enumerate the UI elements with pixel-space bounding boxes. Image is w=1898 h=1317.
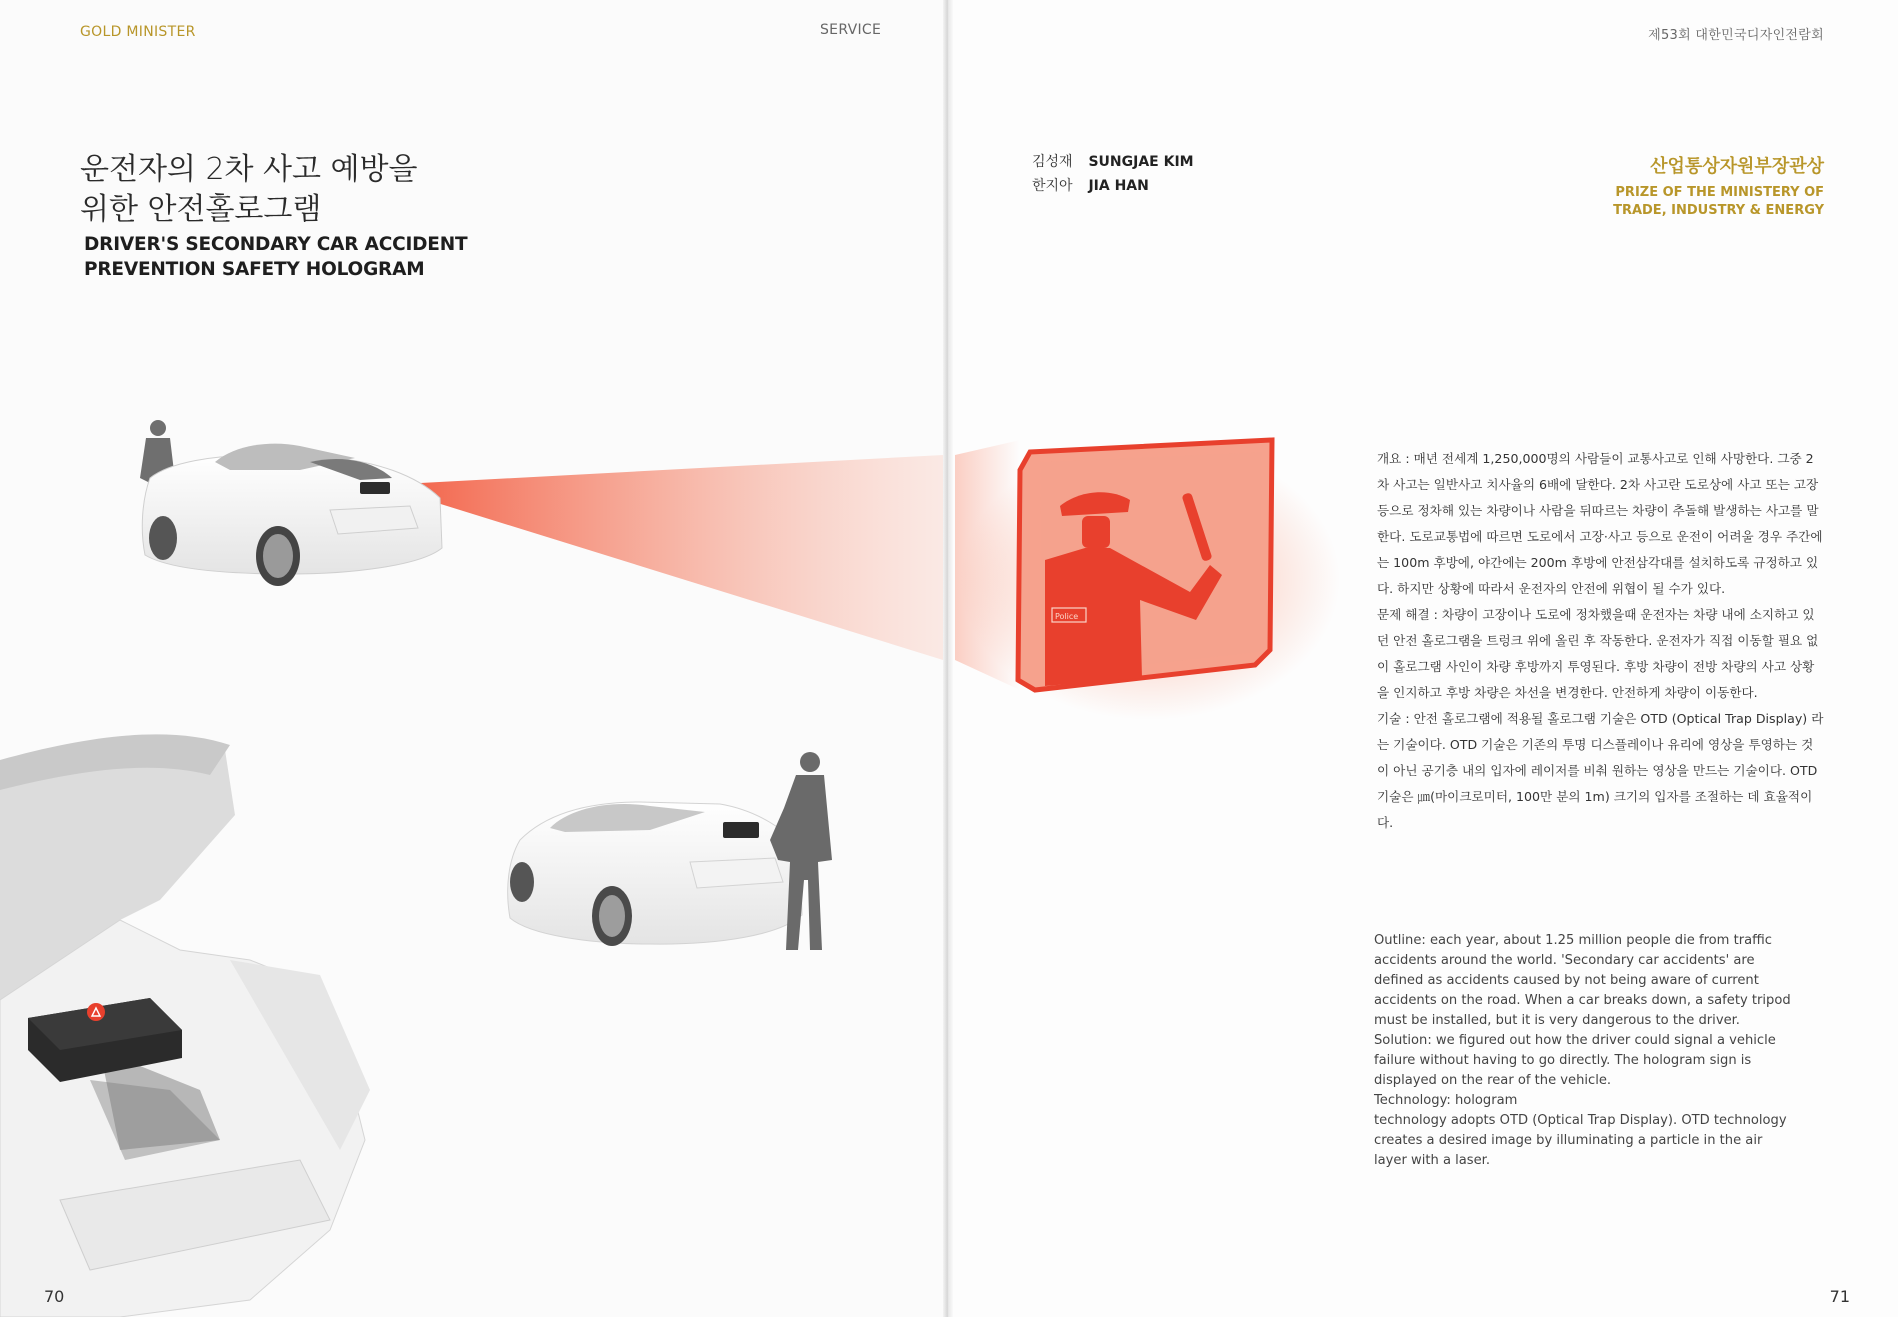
prize-title-korean: 산업통상자원부장관상	[1650, 156, 1824, 177]
paragraph-technology-en: technology adopts OTD (Optical Trap Display). OTD technology creates a desired image by illuminating a particle in the air layer with a laser.	[1374, 1113, 1787, 1168]
title-english-line2: PREVENTION SAFETY HOLOGRAM	[84, 259, 425, 280]
page-number-left: 70	[44, 1287, 65, 1306]
paragraph-solution-en: Solution: we figured out how the driver could signal a vehicle failure without having to go directly. The hologram sign is displayed on the rear of the vehicle.	[1374, 1033, 1776, 1088]
paragraph-solution-ko: 문제 해결 : 차량이 고장이나 도로에 정차했을때 운전자는 차량 내에 소지하고 있던 안전 홀로그램을 트렁크 위에 올린 후 작동한다. 운전자가 직접 이동할 필요 없이 홀로그램 사인이 차량 후방까지 투영된다. 후방 차량이 전방 차량의 사고 상황을 인지하고 후방 차량은 차선을 변경한다. 안전하게 차량이 이동한다.	[1377, 607, 1819, 700]
prize-english-line1: PRIZE OF THE MINISTERY OF	[1615, 185, 1824, 200]
hologram-panel	[1018, 440, 1272, 690]
description-english	[1374, 931, 1794, 1171]
title-korean-line1: 운전자의 2차 사고 예방을	[80, 152, 418, 187]
paragraph-technology-ko: 기술 : 안전 홀로그램에 적용될 홀로그램 기술은 OTD (Optical Trap Display) 라는 기술이다. OTD 기술은 기존의 투명 디스플레이나 유리에 영상을 투영하는 것이 아닌 공기층 내의 입자에 레이저를 비춰 원하는 영상을 만드는 기술이다. OTD 기술은 ㎛(마이크로미터, 100만 분의 1m) 크기의 입자를 조절하는 데 효율적이다.	[1377, 711, 1824, 830]
car-top	[142, 444, 442, 586]
authors-list	[1032, 150, 1194, 198]
running-header-section: SERVICE	[820, 22, 882, 38]
author-row	[1032, 174, 1194, 198]
page-number-right: 71	[1829, 1287, 1850, 1306]
police-badge: Police	[1055, 612, 1079, 621]
title-korean	[80, 150, 418, 230]
running-header-exhibition: 제53회 대한민국디자인전람회	[1648, 28, 1824, 43]
prize-english-line2: TRADE, INDUSTRY & ENERGY	[1613, 203, 1824, 218]
paragraph-outline-en: Outline: each year, about 1.25 million people die from traffic accidents around the world. 'Secondary car accidents' are defined as accidents caused by not being aware of current accidents on the road. When a car breaks down, a safety tripod must be installed, but it is very dangerous to the driver.	[1374, 933, 1791, 1028]
author-name-en: JIA HAN	[1088, 178, 1149, 194]
author-name-en: SUNGJAE KIM	[1088, 154, 1194, 170]
title-english	[84, 232, 467, 282]
title-english-line1: DRIVER'S SECONDARY CAR ACCIDENT	[84, 234, 468, 255]
description-korean	[1377, 446, 1825, 836]
author-name-ko: 한지아	[1032, 178, 1073, 194]
light-beam	[402, 455, 943, 660]
prize-title-english	[1613, 184, 1824, 220]
title-korean-line2: 위한 안전홀로그램	[80, 192, 322, 227]
author-name-ko: 김성재	[1032, 154, 1073, 170]
paragraph-outline-ko: 개요 : 매년 전세계 1,250,000명의 사람들이 교통사고로 인해 사망한다. 그중 2차 사고는 일반사고 치사율의 6배에 달한다. 2차 사고란 도로상에 사고 또는 고장 등으로 정차해 있는 차량이나 사람을 뒤따르는 차량이 추돌해 발생하는 사고를 말한다. 도로교통법에 따르면 도로에서 고장·사고 등으로 운전이 어려울 경우 주간에는 100m 후방에, 야간에는 200m 후방에 안전삼각대를 설치하도록 규정하고 있다. 하지만 상황에 따라서 운전자의 안전에 위협이 될 수가 있다.	[1377, 451, 1823, 596]
running-header-category: GOLD MINISTER	[80, 24, 196, 40]
paragraph-technology-heading-en: Technology: hologram	[1374, 1093, 1518, 1108]
car-bottom	[508, 802, 802, 946]
author-row	[1032, 150, 1194, 174]
